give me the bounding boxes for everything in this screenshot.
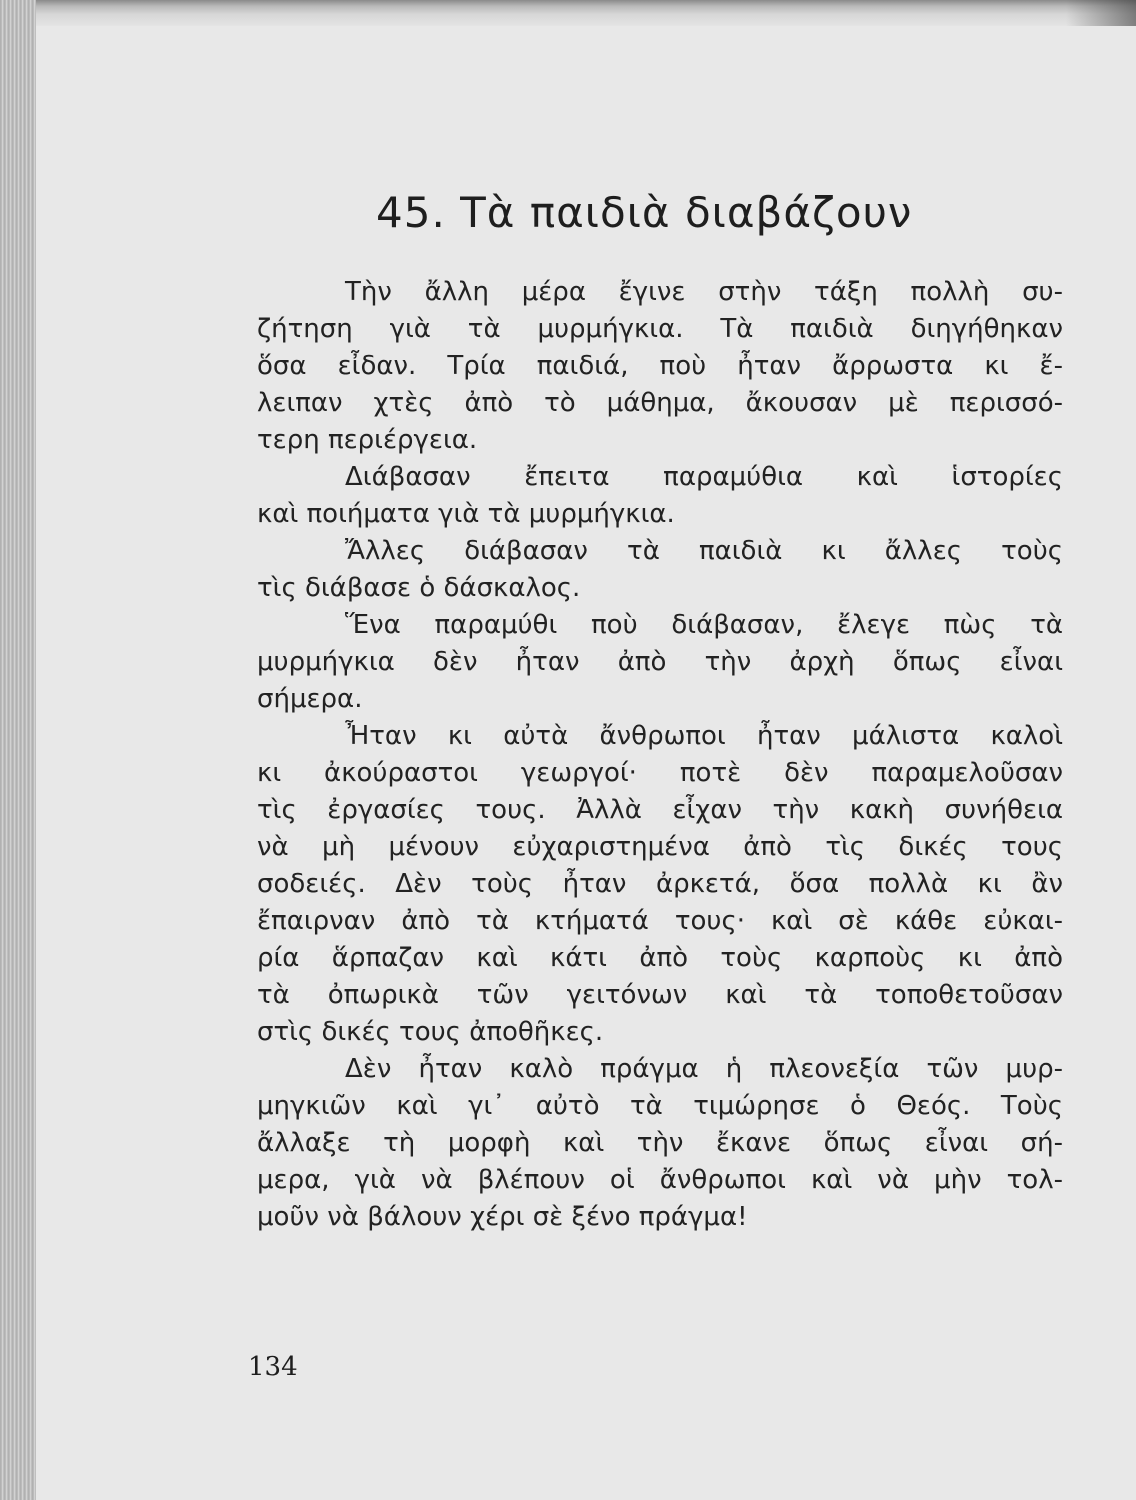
text-line: σοδειές. Δὲν τοὺς ἦταν ἀρκετά, ὅσα πολλὰ κι ἂν	[257, 869, 1063, 899]
text-line: Ἕνα παραμύθι ποὺ διάβασαν, ἔλεγε πὼς τὰ	[345, 610, 1063, 640]
text-line: Διάβασαν ἔπειτα παραμύθια καὶ ἱστορίες	[345, 462, 1063, 492]
corner-shadow	[1066, 0, 1136, 26]
text-line: Ἦταν κι αὐτὰ ἄνθρωποι ἦταν μάλιστα καλοὶ	[345, 721, 1063, 751]
text-line: κι ἀκούραστοι γεωργοί· ποτὲ δὲν παραμελοῦσαν	[257, 758, 1063, 788]
text-line: μερα, γιὰ νὰ βλέπουν οἱ ἄνθρωποι καὶ νὰ μὴν τολ-	[257, 1165, 1063, 1195]
text-line: Δὲν ἦταν καλὸ πράγμα ἡ πλεονεξία τῶν μυρ-	[345, 1054, 1063, 1084]
book-page	[36, 26, 1136, 1500]
text-line: μοῦν νὰ βάλουν χέρι σὲ ξένο πράγμα!	[257, 1202, 748, 1232]
text-line: τὰ ὀπωρικὰ τῶν γειτόνων καὶ τὰ τοποθετοῦσαν	[257, 980, 1063, 1010]
page-number: 134	[248, 1352, 298, 1382]
text-line: λειπαν χτὲς ἀπὸ τὸ μάθημα, ἄκουσαν μὲ περισσό-	[257, 388, 1063, 418]
text-line: ρία ἅρπαζαν καὶ κάτι ἀπὸ τοὺς καρποὺς κι ἀπὸ	[257, 943, 1063, 973]
text-line: ἔπαιρναν ἀπὸ τὰ κτήματά τους· καὶ σὲ κάθε εὐκαι-	[257, 906, 1063, 936]
text-line: ὅσα εἶδαν. Τρία παιδιά, ποὺ ἦταν ἄρρωστα κι ἔ-	[257, 351, 1063, 381]
text-line: Ἄλλες διάβασαν τὰ παιδιὰ κι ἄλλες τοὺς	[345, 536, 1063, 566]
text-line: τὶς ἐργασίες τους. Ἀλλὰ εἶχαν τὴν κακὴ συνήθεια	[257, 795, 1063, 825]
page-top-edge	[0, 0, 1136, 26]
text-line: ζήτηση γιὰ τὰ μυρμήγκια. Τὰ παιδιὰ διηγήθηκαν	[257, 314, 1063, 344]
chapter-title: 45. Τὰ παιδιὰ διαβάζουν	[376, 188, 913, 237]
text-line: μηγκιῶν καὶ γι᾽ αὐτὸ τὰ τιμώρησε ὁ Θεός. Τοὺς	[257, 1091, 1063, 1121]
text-line: τερη περιέργεια.	[257, 425, 478, 455]
text-line: μυρμήγκια δὲν ἦταν ἀπὸ τὴν ἀρχὴ ὅπως εἶναι	[257, 647, 1063, 677]
text-line: Τὴν ἄλλη μέρα ἔγινε στὴν τάξη πολλὴ συ-	[345, 277, 1063, 307]
text-line: τὶς διάβασε ὁ δάσκαλος.	[257, 573, 581, 603]
text-line: στὶς δικές τους ἀποθῆκες.	[257, 1017, 604, 1047]
text-line: ἄλλαξε τὴ μορφὴ καὶ τὴν ἔκανε ὅπως εἶναι σή-	[257, 1128, 1063, 1158]
book-spine-edge	[0, 0, 36, 1500]
text-line: σήμερα.	[257, 684, 363, 714]
text-line: καὶ ποιήματα γιὰ τὰ μυρμήγκια.	[257, 499, 675, 529]
text-line: νὰ μὴ μένουν εὐχαριστημένα ἀπὸ τὶς δικές τους	[257, 832, 1063, 862]
body-text	[257, 274, 1063, 1236]
